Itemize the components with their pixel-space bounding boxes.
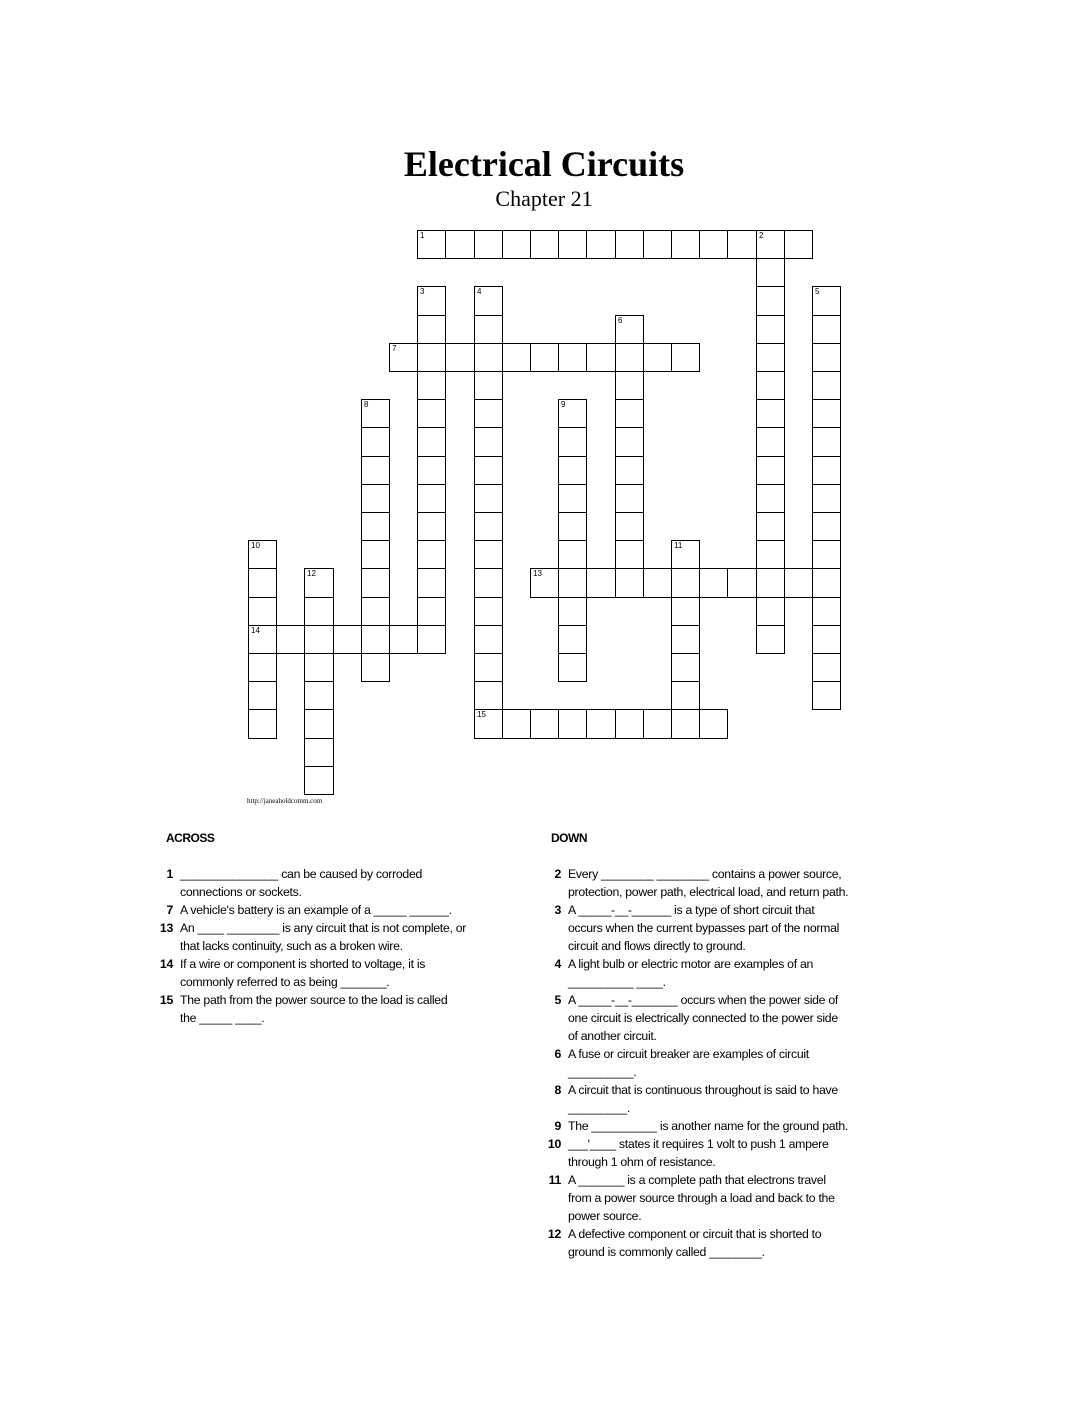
grid-cell[interactable] xyxy=(276,625,305,654)
grid-cell[interactable] xyxy=(812,681,841,710)
clue-text xyxy=(568,1117,848,1135)
grid-cell[interactable] xyxy=(417,286,446,316)
down-clue xyxy=(540,1135,910,1171)
grid-cell[interactable] xyxy=(361,597,390,626)
grid-cell[interactable] xyxy=(671,343,700,372)
grid-cell[interactable] xyxy=(615,427,644,457)
clue-number: 12 xyxy=(307,569,316,578)
grid-cell[interactable] xyxy=(812,456,841,485)
clue-text xyxy=(568,1225,821,1261)
grid-cell[interactable] xyxy=(530,709,559,739)
grid-cell[interactable] xyxy=(812,597,841,626)
grid-cell[interactable] xyxy=(474,597,503,626)
clue-number: 4 xyxy=(477,287,482,296)
grid-cell[interactable] xyxy=(615,568,644,598)
clue-line: A _____-__-_______ occurs when the power side of xyxy=(568,993,838,1007)
grid-cell[interactable] xyxy=(304,738,334,767)
clue-number: 11 xyxy=(674,541,683,550)
grid-cell[interactable] xyxy=(615,484,644,513)
clue-line: The __________ is another name for the ground path. xyxy=(568,1119,849,1133)
grid-cell[interactable] xyxy=(615,540,644,569)
grid-cell[interactable] xyxy=(558,568,587,598)
clue-number: 9 xyxy=(554,1119,561,1133)
grid-cell[interactable] xyxy=(671,681,700,710)
grid-cell[interactable] xyxy=(248,709,277,739)
clue-number: 2 xyxy=(554,867,561,881)
clue-number: 15 xyxy=(159,993,173,1007)
grid-cell[interactable] xyxy=(643,568,672,598)
grid-cell[interactable] xyxy=(502,230,531,259)
clue-number: 5 xyxy=(815,287,820,296)
clue-line: _______________ can be caused by corroded xyxy=(180,867,423,881)
credit-url: http://janeaholdcomm.com xyxy=(247,797,323,805)
grid-cell[interactable] xyxy=(586,230,616,259)
clue-text xyxy=(568,955,813,991)
grid-cell[interactable] xyxy=(756,258,785,287)
clue-number: 7 xyxy=(392,344,397,353)
grid-cell[interactable] xyxy=(417,399,446,428)
clue-number: 1 xyxy=(166,867,173,881)
grid-cell[interactable] xyxy=(474,286,503,316)
down-clue-list xyxy=(540,865,910,1261)
clue-text xyxy=(568,1045,809,1081)
clue-line: ground is commonly called ________. xyxy=(568,1245,765,1259)
down-clue xyxy=(540,1225,910,1261)
grid-cell[interactable] xyxy=(417,427,446,457)
grid-cell[interactable] xyxy=(248,653,277,682)
grid-cell[interactable] xyxy=(727,568,757,598)
grid-cell[interactable] xyxy=(417,512,446,541)
grid-cell[interactable] xyxy=(756,512,785,541)
clue-number: 6 xyxy=(554,1047,561,1061)
clue-text xyxy=(568,901,839,955)
grid-cell[interactable] xyxy=(558,625,587,654)
clue-number: 12 xyxy=(547,1227,561,1241)
grid-cell[interactable] xyxy=(417,315,446,344)
grid-cell[interactable] xyxy=(558,343,587,372)
clue-line: connections or sockets. xyxy=(180,885,302,899)
grid-cell[interactable] xyxy=(615,399,644,428)
grid-cell[interactable] xyxy=(474,625,503,654)
grid-cell[interactable] xyxy=(812,286,841,316)
grid-cell[interactable] xyxy=(643,343,672,372)
clue-line: commonly referred to as being _______. xyxy=(180,975,390,989)
page-title: Electrical Circuits xyxy=(403,144,685,184)
grid-cell[interactable] xyxy=(756,230,785,259)
grid-cell[interactable] xyxy=(812,512,841,541)
grid-cell[interactable] xyxy=(474,315,503,344)
grid-cell[interactable] xyxy=(304,597,334,626)
grid-cell[interactable] xyxy=(361,540,390,569)
down-clue xyxy=(540,955,910,991)
grid-cell[interactable] xyxy=(474,484,503,513)
down-clue xyxy=(540,991,910,1045)
down-clue xyxy=(540,1117,910,1135)
clue-text xyxy=(568,1081,838,1117)
grid-cell[interactable] xyxy=(756,540,785,569)
grid-cell[interactable] xyxy=(417,371,446,400)
clue-line: circuit and flows directly to ground. xyxy=(568,939,746,953)
clue-number: 8 xyxy=(364,400,369,409)
clue-line: Every ________ ________ contains a power source, xyxy=(568,867,842,881)
grid-cell[interactable] xyxy=(474,512,503,541)
clue-line: from a power source through a load and back to the xyxy=(568,1191,835,1205)
grid-cell[interactable] xyxy=(445,230,475,259)
grid-cell[interactable] xyxy=(558,653,587,682)
grid-cell[interactable] xyxy=(671,625,700,654)
grid-cell[interactable] xyxy=(474,653,503,682)
grid-cell[interactable] xyxy=(474,427,503,457)
clue-number: 6 xyxy=(618,316,623,325)
down-clue xyxy=(540,1171,910,1225)
clue-line: A _______ is a complete path that electrons travel xyxy=(568,1173,826,1187)
grid-cell[interactable] xyxy=(756,597,785,626)
grid-cell[interactable] xyxy=(474,681,503,710)
grid-cell[interactable] xyxy=(615,709,644,739)
clue-number: 7 xyxy=(166,903,173,917)
grid-cell[interactable] xyxy=(417,540,446,569)
across-heading: ACROSS xyxy=(166,831,215,845)
clue-line: of another circuit. xyxy=(568,1029,657,1043)
page-subtitle: Chapter 21 xyxy=(495,186,593,211)
clue-text xyxy=(180,919,466,955)
grid-cell[interactable] xyxy=(502,343,531,372)
grid-cell[interactable] xyxy=(502,709,531,739)
grid-cell[interactable] xyxy=(558,427,587,457)
grid-cell[interactable] xyxy=(671,540,700,569)
grid-cell[interactable] xyxy=(812,315,841,344)
grid-cell[interactable] xyxy=(389,343,418,372)
clue-line: __________. xyxy=(568,1065,637,1079)
grid-cell[interactable] xyxy=(304,709,334,739)
grid-cell[interactable] xyxy=(304,653,334,682)
clue-text xyxy=(180,901,452,919)
grid-cell[interactable] xyxy=(812,625,841,654)
across-clue xyxy=(152,991,532,1027)
clue-number: 13 xyxy=(159,921,173,935)
across-clue xyxy=(152,919,532,955)
grid-cell[interactable] xyxy=(671,597,700,626)
grid-cell[interactable] xyxy=(558,512,587,541)
grid-cell[interactable] xyxy=(530,230,559,259)
grid-cell[interactable] xyxy=(671,653,700,682)
grid-cell[interactable] xyxy=(812,371,841,400)
grid-cell[interactable] xyxy=(643,709,672,739)
across-clue xyxy=(152,865,532,901)
grid-cell[interactable] xyxy=(389,625,418,654)
clue-number: 2 xyxy=(759,231,764,240)
grid-cell[interactable] xyxy=(756,343,785,372)
clue-number: 3 xyxy=(420,287,425,296)
grid-cell[interactable] xyxy=(474,456,503,485)
grid-cell[interactable] xyxy=(671,230,700,259)
grid-cell[interactable] xyxy=(699,568,728,598)
clue-text xyxy=(568,865,848,901)
clue-text xyxy=(180,865,422,901)
grid-cell[interactable] xyxy=(615,315,644,344)
clue-number: 5 xyxy=(554,993,561,1007)
clue-line: occurs when the current bypasses part of the normal xyxy=(568,921,840,935)
grid-cell[interactable] xyxy=(417,456,446,485)
grid-cell[interactable] xyxy=(586,343,616,372)
clue-line: A defective component or circuit that is shorted to xyxy=(568,1227,822,1241)
grid-cell[interactable] xyxy=(361,512,390,541)
grid-cell[interactable] xyxy=(756,568,785,598)
grid-cell[interactable] xyxy=(812,484,841,513)
grid-cell[interactable] xyxy=(558,484,587,513)
grid-cell[interactable] xyxy=(361,653,390,682)
down-heading: DOWN xyxy=(551,831,587,845)
clue-line: If a wire or component is shorted to voltage, it is xyxy=(180,957,426,971)
across-clue xyxy=(152,955,532,991)
grid-cell[interactable] xyxy=(671,709,700,739)
grid-cell[interactable] xyxy=(333,625,362,654)
clue-number: 1 xyxy=(420,231,425,240)
clue-line: through 1 ohm of resistance. xyxy=(568,1155,716,1169)
grid-cell[interactable] xyxy=(615,230,644,259)
grid-cell[interactable] xyxy=(756,371,785,400)
grid-cell[interactable] xyxy=(812,568,841,598)
grid-cell[interactable] xyxy=(586,568,616,598)
grid-cell[interactable] xyxy=(417,230,446,259)
grid-cell[interactable] xyxy=(727,230,757,259)
clue-number: 9 xyxy=(561,400,566,409)
grid-cell[interactable] xyxy=(304,625,334,654)
grid-cell[interactable] xyxy=(417,568,446,598)
clue-line: A circuit that is continuous throughout is said to have xyxy=(568,1083,838,1097)
clue-text xyxy=(180,991,447,1027)
clue-line: The path from the power source to the load is called xyxy=(180,993,448,1007)
grid-cell[interactable] xyxy=(643,230,672,259)
grid-cell[interactable] xyxy=(615,371,644,400)
grid-cell[interactable] xyxy=(615,456,644,485)
grid-cell[interactable] xyxy=(812,399,841,428)
grid-cell[interactable] xyxy=(474,540,503,569)
grid-cell[interactable] xyxy=(615,512,644,541)
grid-cell[interactable] xyxy=(474,230,503,259)
clue-line: An ____ ________ is any circuit that is not complete, or xyxy=(180,921,467,935)
clue-number: 10 xyxy=(251,541,260,550)
grid-cell[interactable] xyxy=(699,709,728,739)
grid-cell[interactable] xyxy=(304,681,334,710)
grid-cell[interactable] xyxy=(361,484,390,513)
clue-line: one circuit is electrically connected to the power side xyxy=(568,1011,838,1025)
clue-line: power source. xyxy=(568,1209,642,1223)
clue-number: 15 xyxy=(477,710,486,719)
grid-cell[interactable] xyxy=(474,399,503,428)
clue-text xyxy=(180,955,425,991)
clue-line: A light bulb or electric motor are examples of an xyxy=(568,957,814,971)
clue-line: protection, power path, electrical load, and return path. xyxy=(568,885,849,899)
clue-line: _________. xyxy=(568,1101,630,1115)
grid-cell[interactable] xyxy=(361,625,390,654)
clue-text xyxy=(568,1171,835,1225)
clue-number: 8 xyxy=(554,1083,561,1097)
grid-cell[interactable] xyxy=(586,709,616,739)
grid-cell[interactable] xyxy=(361,568,390,598)
clue-line: A vehicle's battery is an example of a _____ ______. xyxy=(180,903,452,917)
clue-line: ___'____ states it requires 1 volt to push 1 ampere xyxy=(568,1137,829,1151)
grid-cell[interactable] xyxy=(558,456,587,485)
across-clue xyxy=(152,901,532,919)
down-clue xyxy=(540,1045,910,1081)
grid-cell[interactable] xyxy=(474,568,503,598)
grid-cell[interactable] xyxy=(756,286,785,316)
down-clue xyxy=(540,1081,910,1117)
grid-cell[interactable] xyxy=(784,568,813,598)
clue-number: 13 xyxy=(533,569,542,578)
clue-number: 14 xyxy=(159,957,173,971)
grid-cell[interactable] xyxy=(361,456,390,485)
grid-cell[interactable] xyxy=(756,399,785,428)
grid-cell[interactable] xyxy=(756,427,785,457)
across-clue-list xyxy=(152,865,532,1027)
grid-cell[interactable] xyxy=(558,597,587,626)
clue-text xyxy=(568,991,838,1045)
grid-cell[interactable] xyxy=(812,540,841,569)
grid-cell[interactable] xyxy=(248,625,277,654)
grid-cell[interactable] xyxy=(671,568,700,598)
grid-cell[interactable] xyxy=(474,709,503,739)
grid-cell[interactable] xyxy=(417,484,446,513)
grid-cell[interactable] xyxy=(361,427,390,457)
grid-cell[interactable] xyxy=(784,230,813,259)
grid-cell[interactable] xyxy=(474,371,503,400)
grid-cell[interactable] xyxy=(558,540,587,569)
grid-cell[interactable] xyxy=(699,230,728,259)
grid-cell[interactable] xyxy=(756,484,785,513)
grid-cell[interactable] xyxy=(417,625,446,654)
clue-line: A fuse or circuit breaker are examples of circuit xyxy=(568,1047,809,1061)
clue-line: that lacks continuity, such as a broken wire. xyxy=(180,939,403,953)
grid-cell[interactable] xyxy=(756,625,785,654)
clue-number: 11 xyxy=(548,1173,561,1187)
grid-cell[interactable] xyxy=(474,343,503,372)
grid-cell[interactable] xyxy=(558,399,587,428)
grid-cell[interactable] xyxy=(812,427,841,457)
grid-cell[interactable] xyxy=(417,597,446,626)
grid-cell[interactable] xyxy=(248,597,277,626)
down-clue xyxy=(540,865,910,901)
grid-cell[interactable] xyxy=(248,568,277,598)
grid-cell[interactable] xyxy=(756,456,785,485)
clue-number: 10 xyxy=(547,1137,561,1151)
clue-number: 14 xyxy=(251,626,260,635)
grid-cell[interactable] xyxy=(812,343,841,372)
clue-text xyxy=(568,1135,828,1171)
grid-cell[interactable] xyxy=(248,540,277,569)
grid-cell[interactable] xyxy=(445,343,475,372)
clue-line: __________ ____. xyxy=(568,975,666,989)
grid-cell[interactable] xyxy=(530,343,559,372)
grid-cell[interactable] xyxy=(304,568,334,598)
clue-number: 4 xyxy=(554,957,561,971)
clue-line: the _____ ____. xyxy=(180,1011,265,1025)
grid-cell[interactable] xyxy=(417,343,446,372)
grid-cell[interactable] xyxy=(756,315,785,344)
clue-number: 3 xyxy=(554,903,561,917)
grid-cell[interactable] xyxy=(248,681,277,710)
grid-cell[interactable] xyxy=(558,709,587,739)
clue-line: A _____-__-______ is a type of short circuit that xyxy=(568,903,815,917)
down-clue xyxy=(540,901,910,955)
grid-cell[interactable] xyxy=(530,568,559,598)
grid-cell[interactable] xyxy=(558,230,587,259)
grid-cell[interactable] xyxy=(615,343,644,372)
grid-cell[interactable] xyxy=(812,653,841,682)
grid-cell[interactable] xyxy=(304,766,334,795)
grid-cell[interactable] xyxy=(361,399,390,428)
